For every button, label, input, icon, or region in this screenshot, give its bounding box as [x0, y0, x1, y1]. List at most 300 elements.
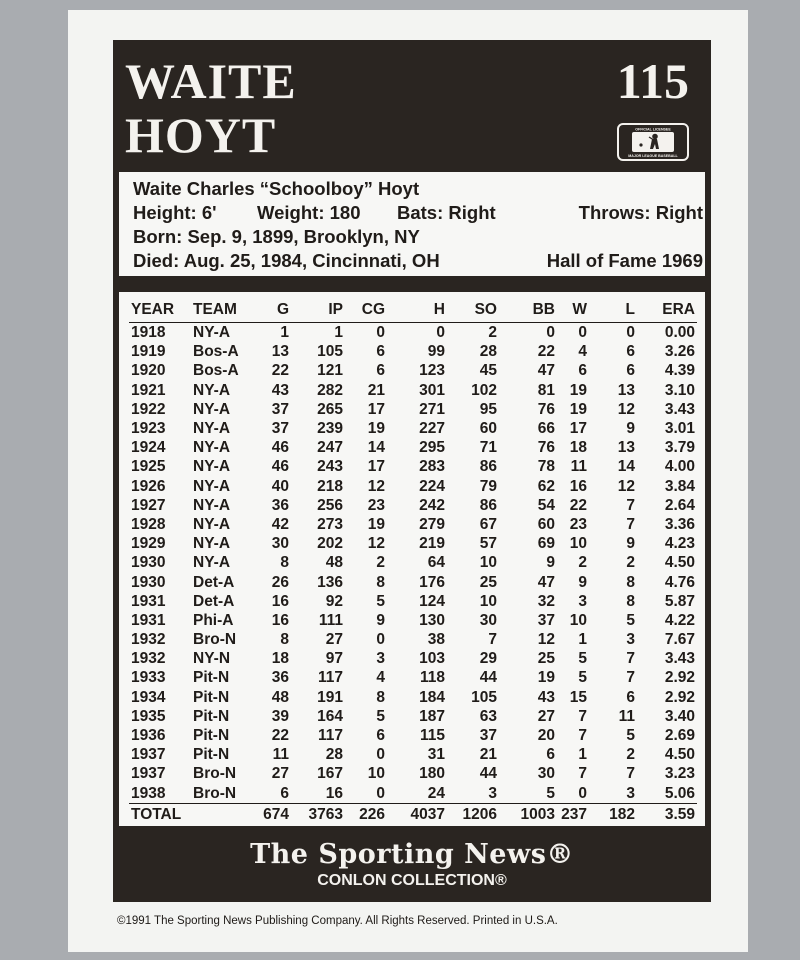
stats-cell: NY-A: [193, 554, 231, 572]
stats-cell: 19: [367, 420, 385, 438]
stats-row: [129, 323, 697, 343]
stats-cell: 7: [626, 669, 635, 687]
stats-header-cell: TEAM: [191, 298, 261, 323]
stats-cell: 42: [271, 515, 289, 533]
stats-cell: 31: [427, 746, 445, 764]
stats-total-cell: 4037: [387, 803, 447, 826]
stats-cell: 81: [537, 381, 555, 399]
stats-cell: 5: [376, 592, 385, 610]
stats-cell: 47: [537, 362, 555, 380]
stats-cell: 2.64: [664, 496, 695, 514]
stats-cell: 76: [537, 400, 555, 418]
stats-header-cell: YEAR: [129, 298, 191, 323]
stats-cell: Pit-N: [193, 669, 230, 687]
stats-cell: 0: [436, 324, 445, 342]
stats-cell: 6: [280, 784, 289, 802]
stats-header-cell: ERA: [637, 298, 697, 323]
stats-total-cell: 237: [557, 803, 589, 826]
stats-cell: Bro-N: [193, 765, 237, 783]
stats-row: [129, 707, 697, 726]
stats-cell: 242: [419, 496, 445, 514]
stats-row: [129, 342, 697, 361]
stats-row: [129, 553, 697, 572]
stats-cell: 8: [376, 688, 385, 706]
stats-cell: 21: [367, 381, 385, 399]
stats-cell: 136: [317, 573, 343, 591]
copyright-line: ©1991 The Sporting News Publishing Company. All Rights Reserved. Printed in U.S.A.: [117, 915, 558, 927]
mlb-logo-icon: [617, 123, 689, 161]
hall-of-fame: Hall of Fame 1969: [546, 250, 703, 271]
stats-cell: 19: [367, 515, 385, 533]
stats-cell: 17: [367, 458, 385, 476]
stats-cell: 7: [626, 765, 635, 783]
stats-cell: Bro-N: [193, 631, 237, 649]
stats-cell: 7: [578, 727, 587, 745]
stats-cell: 3.26: [664, 343, 695, 361]
stats-cell: 1926: [131, 477, 166, 495]
stats-cell: 3.79: [664, 439, 695, 457]
stats-cell: NY-A: [193, 400, 231, 418]
stats-cell: 105: [471, 688, 497, 706]
stats-cell: 2: [376, 554, 385, 572]
stats-cell: NY-A: [193, 515, 231, 533]
stats-cell: 40: [271, 477, 289, 495]
stats-cell: 1937: [131, 765, 166, 783]
stats-row: [129, 611, 697, 630]
stats-cell: 1922: [131, 400, 166, 418]
stats-cell: 283: [419, 458, 445, 476]
stats-cell: 1: [578, 746, 587, 764]
stats-cell: 12: [367, 477, 385, 495]
stats-cell: 10: [367, 765, 385, 783]
stats-cell: 3.01: [664, 420, 695, 438]
stats-row: [129, 361, 697, 380]
stats-cell: 1928: [131, 515, 166, 533]
stats-cell: 86: [479, 496, 497, 514]
stats-cell: 219: [419, 535, 445, 553]
stats-cell: Bos-A: [193, 343, 239, 361]
stats-cell: NY-N: [193, 650, 231, 668]
stats-cell: 13: [271, 343, 289, 361]
stats-cell: 29: [479, 650, 497, 668]
stats-cell: 279: [419, 515, 445, 533]
stats-cell: 295: [419, 439, 445, 457]
stats-cell: 37: [537, 611, 555, 629]
throws: Throws: Right: [578, 202, 703, 223]
stats-cell: 6: [626, 362, 635, 380]
stats-cell: Bro-N: [193, 784, 237, 802]
stats-cell: 17: [367, 400, 385, 418]
stats-cell: 243: [317, 458, 343, 476]
stats-cell: 97: [325, 650, 343, 668]
stats-cell: 2: [626, 746, 635, 764]
stats-cell: 117: [317, 727, 343, 745]
stats-cell: 4.22: [664, 611, 695, 629]
stats-cell: NY-A: [193, 381, 231, 399]
stats-cell: 3.23: [664, 765, 695, 783]
stats-cell: 13: [617, 439, 635, 457]
stats-cell: 16: [271, 611, 289, 629]
stats-cell: 1: [578, 631, 587, 649]
stats-cell: 10: [479, 592, 497, 610]
stats-cell: 30: [479, 611, 497, 629]
stats-cell: NY-A: [193, 439, 231, 457]
stats-cell: 4.50: [664, 746, 695, 764]
stats-cell: 0: [376, 784, 385, 802]
stats-cell: 18: [569, 439, 587, 457]
stats-cell: 5: [376, 707, 385, 725]
stats-cell: 19: [537, 669, 555, 687]
stats-cell: 0.00: [664, 324, 695, 342]
stats-cell: 60: [479, 420, 497, 438]
stats-row: [129, 688, 697, 707]
stats-cell: 16: [325, 784, 343, 802]
stats-cell: 1938: [131, 784, 166, 802]
stats-row: [129, 572, 697, 591]
stats-cell: 2: [578, 554, 587, 572]
stats-cell: 1924: [131, 439, 166, 457]
stats-cell: 15: [569, 688, 587, 706]
stats-cell: 44: [479, 765, 497, 783]
stats-row: [129, 457, 697, 476]
stats-cell: 1921: [131, 381, 166, 399]
stats-cell: 1919: [131, 343, 166, 361]
stats-cell: 3.36: [664, 515, 695, 533]
stats-row: [129, 381, 697, 400]
stats-cell: 6: [626, 688, 635, 706]
stats-cell: 86: [479, 458, 497, 476]
stats-cell: 247: [317, 439, 343, 457]
bio-box: [119, 172, 705, 276]
stats-cell: 123: [419, 362, 445, 380]
stats-cell: 9: [626, 535, 635, 553]
stats-cell: 265: [317, 400, 343, 418]
stats-total-cell: [191, 803, 261, 826]
stats-cell: 6: [626, 343, 635, 361]
stats-cell: 0: [546, 324, 555, 342]
stats-cell: 0: [626, 324, 635, 342]
stats-total-cell: 3763: [291, 803, 345, 826]
stats-cell: 1933: [131, 669, 166, 687]
stats-row: [129, 477, 697, 496]
stats-cell: 0: [376, 746, 385, 764]
stats-cell: 5.87: [664, 592, 695, 610]
stats-cell: 30: [537, 765, 555, 783]
stats-row: [129, 726, 697, 745]
stats-cell: 3.10: [664, 381, 695, 399]
stats-cell: 14: [617, 458, 635, 476]
stats-cell: NY-A: [193, 458, 231, 476]
stats-cell: 224: [419, 477, 445, 495]
stats-cell: NY-A: [193, 535, 231, 553]
player-first-name: WAITE: [125, 53, 297, 109]
stats-cell: 180: [419, 765, 445, 783]
stats-cell: 124: [419, 592, 445, 610]
bio-row-died: [133, 249, 703, 273]
stats-cell: 21: [479, 746, 497, 764]
stats-cell: 184: [419, 688, 445, 706]
stats-cell: 0: [578, 784, 587, 802]
stats-cell: 22: [537, 343, 555, 361]
stats-cell: 227: [419, 420, 445, 438]
stats-cell: 202: [317, 535, 343, 553]
stats-cell: 1930: [131, 554, 166, 572]
stats-cell: 14: [367, 439, 385, 457]
stats-row: [129, 784, 697, 804]
stats-cell: 5: [578, 650, 587, 668]
stats-header-row: [129, 298, 697, 323]
stats-cell: 1920: [131, 362, 166, 380]
stats-cell: 271: [419, 400, 445, 418]
stats-header-cell: IP: [291, 298, 345, 323]
stats-cell: 10: [569, 611, 587, 629]
stats-row: [129, 764, 697, 783]
stats-cell: 3: [376, 650, 385, 668]
stats-cell: 105: [317, 343, 343, 361]
stats-total-row: [129, 803, 697, 826]
stats-cell: 7: [578, 765, 587, 783]
stats-cell: 111: [318, 611, 343, 629]
stats-cell: 63: [479, 707, 497, 725]
stats-cell: 1: [334, 324, 343, 342]
stats-cell: 48: [325, 554, 343, 572]
stats-total-cell: 226: [345, 803, 387, 826]
stats-cell: 2: [626, 554, 635, 572]
stats-cell: 25: [537, 650, 555, 668]
stats-cell: 130: [419, 611, 445, 629]
stats-cell: 239: [317, 420, 343, 438]
stats-cell: 27: [271, 765, 289, 783]
stats-cell: 22: [271, 727, 289, 745]
stats-total-cell: 1206: [447, 803, 499, 826]
stats-cell: 39: [271, 707, 289, 725]
stats-cell: 1923: [131, 420, 166, 438]
stats-cell: 3.43: [664, 400, 695, 418]
card-panel: [113, 40, 711, 902]
stats-box: [119, 292, 705, 826]
stats-cell: 27: [537, 707, 555, 725]
stats-row: [129, 438, 697, 457]
stats-cell: 12: [617, 477, 635, 495]
stats-cell: 64: [427, 554, 445, 572]
stats-cell: NY-A: [193, 420, 231, 438]
stats-cell: 7.67: [664, 631, 695, 649]
stats-cell: 6: [376, 343, 385, 361]
stats-cell: NY-A: [193, 324, 231, 342]
stats-cell: 1936: [131, 727, 166, 745]
stats-cell: 12: [617, 400, 635, 418]
stats-cell: 1927: [131, 496, 166, 514]
stats-cell: 256: [317, 496, 343, 514]
brand-block: [113, 840, 711, 891]
stats-cell: 37: [479, 727, 497, 745]
stats-cell: 7: [626, 515, 635, 533]
stats-body: [129, 323, 697, 826]
stats-cell: 1931: [131, 611, 166, 629]
stats-header-cell: W: [557, 298, 589, 323]
stats-cell: 22: [569, 496, 587, 514]
stats-cell: 60: [537, 515, 555, 533]
stats-cell: 79: [479, 477, 497, 495]
stats-cell: 92: [325, 592, 343, 610]
stats-cell: 44: [479, 669, 497, 687]
stats-cell: 38: [427, 631, 445, 649]
stats-cell: 0: [376, 631, 385, 649]
stats-cell: 4: [376, 669, 385, 687]
stats-cell: 191: [317, 688, 343, 706]
stats-cell: 37: [271, 420, 289, 438]
stats-cell: 2: [488, 324, 497, 342]
stats-row: [129, 515, 697, 534]
stats-cell: 9: [546, 554, 555, 572]
stats-cell: 1934: [131, 688, 166, 706]
stats-cell: 6: [376, 362, 385, 380]
stats-cell: 13: [617, 381, 635, 399]
stats-cell: 121: [317, 362, 343, 380]
stats-cell: 18: [271, 650, 289, 668]
stats-total-cell: 3.59: [637, 803, 697, 826]
stats-cell: 1935: [131, 707, 166, 725]
stats-cell: Pit-N: [193, 688, 230, 706]
stats-cell: 12: [537, 631, 555, 649]
stats-cell: 4.00: [664, 458, 695, 476]
stats-cell: 3.40: [664, 707, 695, 725]
stats-cell: 67: [479, 515, 497, 533]
stats-cell: 5: [626, 611, 635, 629]
stats-cell: 11: [618, 707, 635, 725]
stats-cell: 43: [537, 688, 555, 706]
stats-cell: Bos-A: [193, 362, 239, 380]
bio-row-born: [133, 225, 695, 249]
player-last-name: HOYT: [125, 107, 277, 163]
player-name: [125, 54, 297, 162]
stats-cell: 4.23: [664, 535, 695, 553]
stats-cell: 0: [578, 324, 587, 342]
stats-row: [129, 534, 697, 553]
stats-cell: 23: [569, 515, 587, 533]
stats-cell: 301: [419, 381, 445, 399]
stats-cell: 1931: [131, 592, 166, 610]
stats-cell: 62: [537, 477, 555, 495]
stats-cell: 5: [546, 784, 555, 802]
stats-cell: 4: [578, 343, 587, 361]
stats-row: [129, 745, 697, 764]
stats-cell: 103: [419, 650, 445, 668]
stats-cell: 37: [271, 400, 289, 418]
stats-cell: 7: [488, 631, 497, 649]
stats-cell: 115: [419, 727, 445, 745]
stats-cell: 11: [570, 458, 587, 476]
stats-cell: 4.76: [664, 573, 695, 591]
stats-cell: 16: [271, 592, 289, 610]
stats-row: [129, 630, 697, 649]
stats-total-cell: 182: [589, 803, 637, 826]
stats-header-cell: H: [387, 298, 447, 323]
stats-cell: 28: [325, 746, 343, 764]
stats-cell: 8: [280, 631, 289, 649]
stats-total-cell: 1003: [499, 803, 557, 826]
stats-cell: 76: [537, 439, 555, 457]
stats-cell: 7: [578, 707, 587, 725]
stats-cell: 8: [626, 573, 635, 591]
stats-cell: 36: [271, 669, 289, 687]
stats-cell: 3: [578, 592, 587, 610]
stats-cell: 3.84: [664, 477, 695, 495]
stats-cell: 7: [626, 650, 635, 668]
stats-cell: 2.92: [664, 688, 695, 706]
stats-cell: 66: [537, 420, 555, 438]
stats-cell: 78: [537, 458, 555, 476]
stats-cell: 218: [317, 477, 343, 495]
stats-cell: Det-A: [193, 592, 235, 610]
stats-cell: 9: [578, 573, 587, 591]
stats-header-cell: BB: [499, 298, 557, 323]
stats-cell: 164: [317, 707, 343, 725]
stats-cell: 117: [317, 669, 343, 687]
stats-cell: 27: [325, 631, 343, 649]
stats-row: [129, 496, 697, 515]
stats-cell: 8: [376, 573, 385, 591]
bats: Bats: Right: [397, 202, 496, 223]
stats-cell: 1929: [131, 535, 166, 553]
stats-header-cell: G: [261, 298, 291, 323]
stats-cell: NY-A: [193, 477, 231, 495]
stats-header-cell: SO: [447, 298, 499, 323]
stats-cell: 30: [271, 535, 289, 553]
stats-cell: 26: [271, 573, 289, 591]
stats-cell: Pit-N: [193, 746, 230, 764]
stats-cell: 19: [569, 400, 587, 418]
stats-cell: 102: [471, 381, 497, 399]
stats-cell: 23: [367, 496, 385, 514]
stats-cell: 36: [271, 496, 289, 514]
stats-cell: 48: [271, 688, 289, 706]
stats-cell: 282: [317, 381, 343, 399]
stats-cell: 6: [578, 362, 587, 380]
stats-cell: 16: [569, 477, 587, 495]
card-number: 115: [616, 53, 689, 109]
stats-cell: 12: [367, 535, 385, 553]
stats-cell: 1925: [131, 458, 166, 476]
stats-cell: 45: [479, 362, 497, 380]
stats-cell: 43: [271, 381, 289, 399]
weight: Weight: 180: [257, 202, 361, 223]
stats-cell: 1930: [131, 573, 166, 591]
stats-cell: 28: [479, 343, 497, 361]
stats-cell: 5.06: [664, 784, 695, 802]
baseball-card-back: [68, 10, 748, 952]
stats-cell: 7: [626, 496, 635, 514]
stats-cell: 6: [546, 746, 555, 764]
stats-cell: 3: [626, 784, 635, 802]
stats-cell: 11: [272, 746, 289, 764]
stats-cell: 25: [479, 573, 497, 591]
stats-cell: Phi-A: [193, 611, 234, 629]
stats-cell: 167: [317, 765, 343, 783]
conlon-collection: CONLON COLLECTION®: [317, 872, 507, 889]
stats-cell: 47: [537, 573, 555, 591]
stats-cell: 69: [537, 535, 555, 553]
stats-cell: 22: [271, 362, 289, 380]
stats-cell: 6: [376, 727, 385, 745]
stats-total-cell: 674: [261, 803, 291, 826]
stats-cell: 54: [537, 496, 555, 514]
stats-header-cell: CG: [345, 298, 387, 323]
bio-row-name: [133, 177, 695, 201]
stats-cell: 5: [626, 727, 635, 745]
stats-cell: 1932: [131, 631, 166, 649]
stats-cell: 71: [479, 439, 497, 457]
